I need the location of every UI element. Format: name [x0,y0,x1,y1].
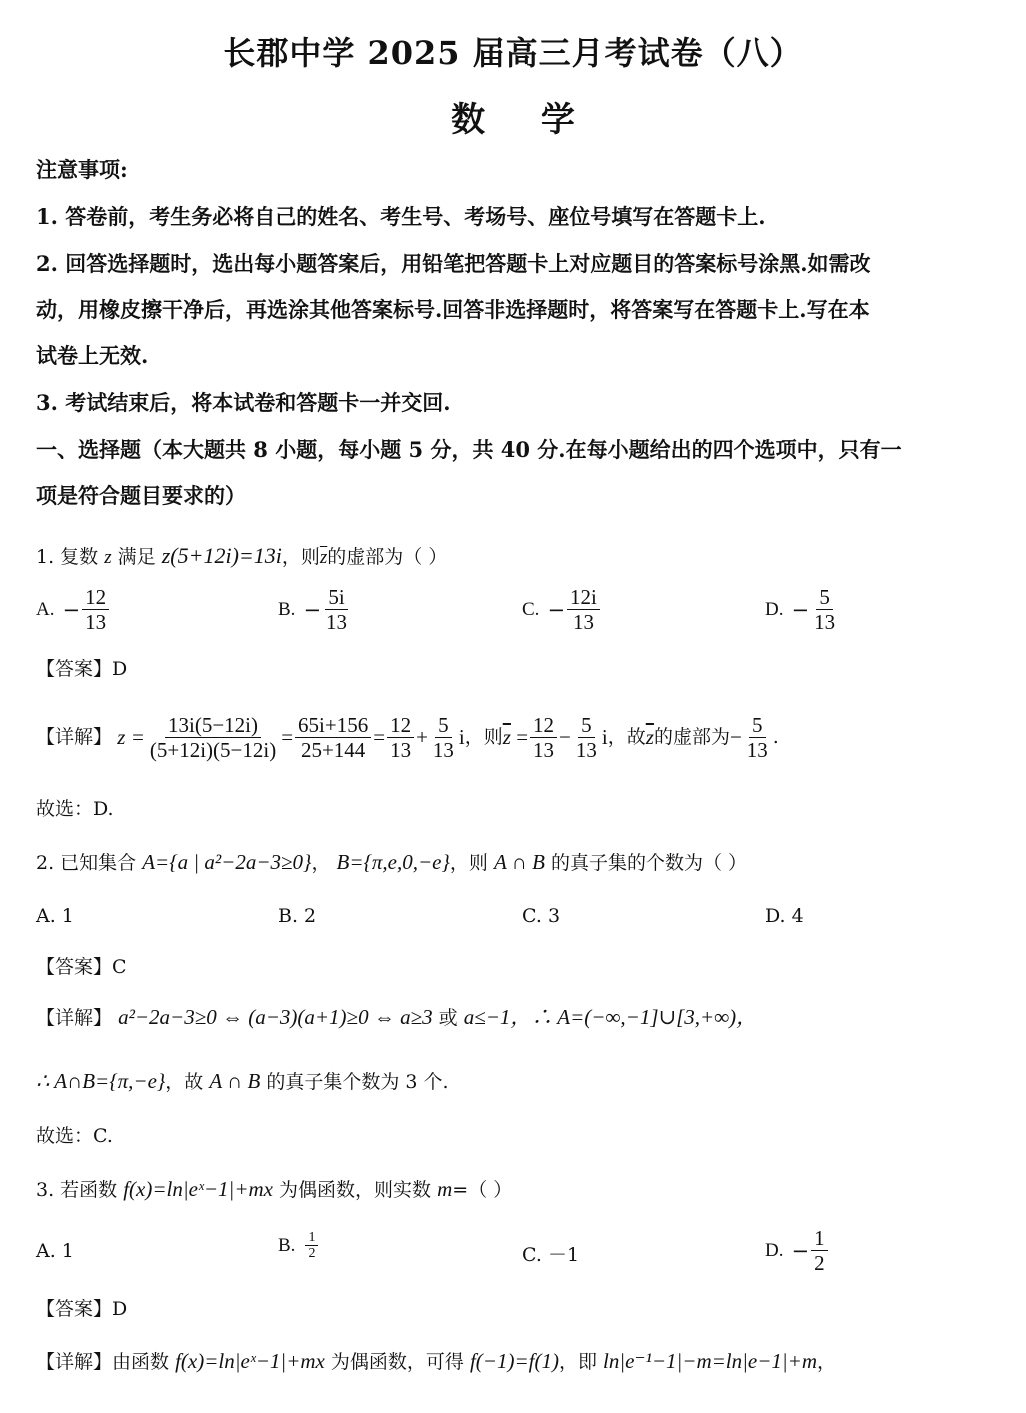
question-1-choose: 故选：D. [36,798,114,820]
question-2-detail-1: 【详解】 a²−2a−3≥0 ⇔ (a−3)(a+1)≥0 ⇔ a≥3 或 a≤−1，∴ A=(−∞,−1]∪[3,+∞)， [36,1005,758,1029]
question-1-option-b: B. − $\frac{5i}{13}$ [278,585,348,634]
notice-heading: 注意事项: [36,157,128,182]
question-2-choose: 故选：C. [36,1125,113,1147]
page-title: 长郡中学 2025 届高三月考试卷（八） [223,34,803,72]
question-1-option-d: D. − $\frac{5}{13}$ [765,585,836,634]
subject-title: 数 学 [451,100,597,140]
question-2-set-a: A={a | a²−2a−3≥0} [142,850,312,874]
question-3-stem: 3. 若函数 f(x)=ln|eˣ−1|+mx 为偶函数，则实数 m=（ ） [36,1177,513,1201]
notice-item-3: 3. 考试结束后，将本试卷和答题卡一并交回. [36,390,451,415]
question-3-option-a: A. 1 [36,1240,74,1262]
question-2-option-b: B. 2 [278,905,317,927]
question-1-equation: z(5+12i)=13i [161,543,282,568]
question-1-stem: 1. 复数 z 满足 z(5+12i)=13i，则$\overline{z}$的虚部为（ ） [36,543,448,568]
question-2-stem: 2. 已知集合 A={a | a²−2a−3≥0}， B={π,e,0,−e}，则 A ∩ B 的真子集的个数为（ ） [36,850,748,874]
question-3-answer: 【答案】D [36,1298,128,1320]
notice-item-2-cont: 动，用橡皮擦干净后，再选涂其他答案标号.回答非选择题时，将答案写在答题卡上.写在本 [36,297,870,322]
question-3-function: f(x)=ln|eˣ−1|+mx [123,1177,273,1201]
question-2-option-d: D. 4 [765,905,804,927]
question-2-option-c: C. 3 [522,905,561,927]
section-heading-cont: 项是符合题目要求的） [36,483,246,508]
question-3-option-d: D. − $\frac{1}{2}$ [765,1226,830,1275]
question-3-detail: 【详解】由函数 f(x)=ln|eˣ−1|+mx 为偶函数，可得 f(−1)=f(1)，即 ln|e⁻¹−1|−m=ln|e−1|+m， [36,1349,836,1373]
question-2-option-a: A. 1 [36,905,74,927]
question-1-answer: 【答案】D [36,658,128,680]
section-heading: 一、选择题（本大题共 8 小题，每小题 5 分，共 40 分.在每小题给出的四个选项中，只有一 [36,437,902,462]
notice-item-1: 1. 答卷前，考生务必将自己的姓名、考生号、考场号、座位号填写在答题卡上. [36,204,766,229]
notice-item-2: 2. 回答选择题时，选出每小题答案后，用铅笔把答题卡上对应题目的答案标号涂黑.如需改 [36,251,871,276]
question-2-answer: 【答案】C [36,956,127,978]
question-3-option-b: B. $\frac{1}{2}$ [278,1230,320,1261]
question-1-option-c: C. − $\frac{12i}{13}$ [522,585,602,634]
question-3-option-c: C. －1 [522,1244,580,1266]
question-1-detail: 【详解】 z = $\frac{13i(5-12i)}{(5+12i)(5-12i)}$ = $\frac{65i+156}{25+144}$ = $\frac{12}{13}$ + $\frac{5}{13}$ i ，则 $\overline{z}$ = $\frac{12}{13}$ − $\frac{5}{13}$ i ，故 $\overline{z}$ 的虚部为 − $\frac{5}{13}$ . [36,712,779,762]
question-1-option-a: A. − $\frac{12}{13}$ [36,585,111,634]
question-2-detail-2: ∴ A∩B={π,−e}，故 A ∩ B 的真子集个数为 3 个. [36,1069,449,1093]
notice-item-2-end: 试卷上无效. [36,343,149,368]
question-2-set-b: B={π,e,0,−e} [336,850,450,874]
